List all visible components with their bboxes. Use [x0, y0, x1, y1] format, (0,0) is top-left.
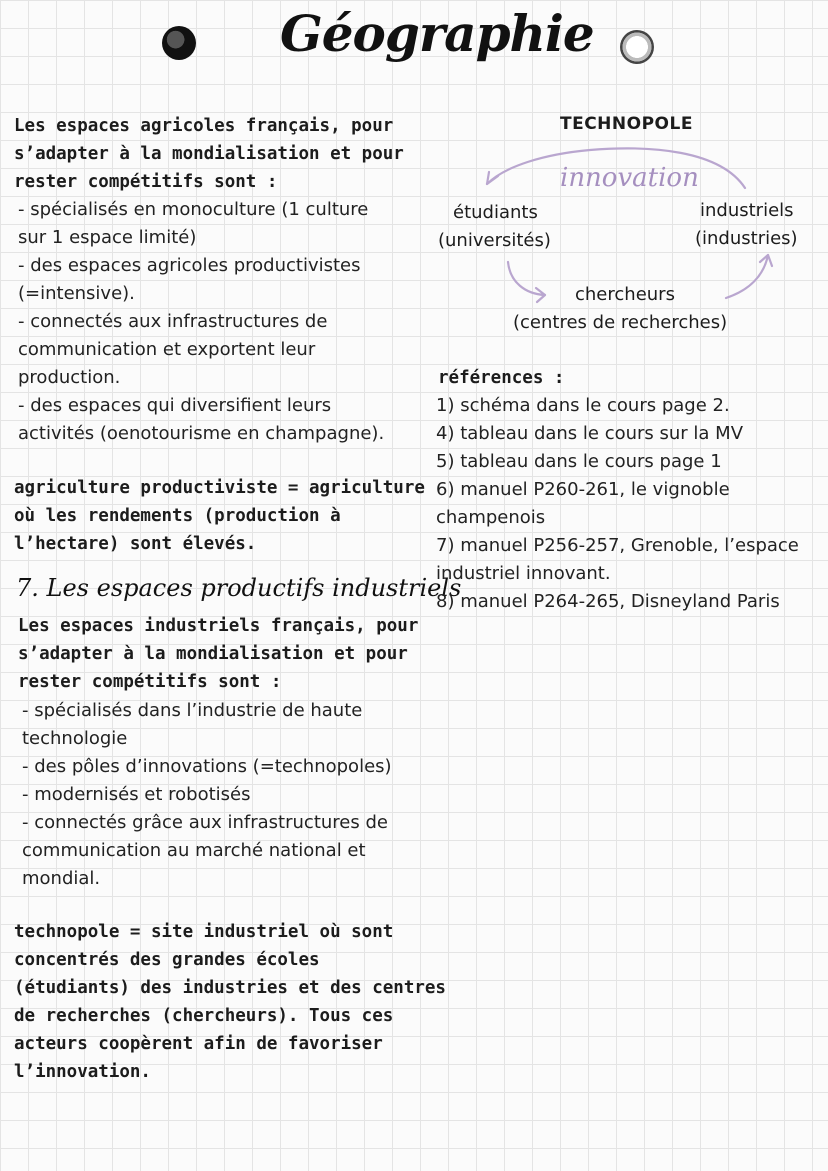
text-line: s’adapter à la mondialisation et pour [14, 144, 404, 164]
text-line: s’adapter à la mondialisation et pour [18, 644, 408, 664]
researchers-label: chercheurs [575, 284, 675, 305]
list-line: activités (oenotourisme en champagne). [18, 423, 385, 444]
list-line: - des espaces agricoles productivistes [18, 255, 361, 276]
references-list [436, 392, 799, 616]
page-title: Géographie [280, 4, 594, 63]
text-line: Les espaces industriels français, pour [18, 616, 419, 636]
reference-item: 8) manuel P264-265, Disneyland Paris [436, 591, 780, 612]
text-line: références : [438, 368, 565, 388]
reference-item: 7) manuel P256-257, Grenoble, l’espace [436, 535, 799, 556]
list-line: - connectés aux infrastructures de [18, 311, 328, 332]
students-sublabel: (universités) [438, 230, 551, 251]
list-line: communication au marché national et [22, 840, 366, 861]
text-line: rester compétitifs sont : [18, 672, 282, 692]
text-line: concentrés des grandes écoles [14, 950, 320, 970]
list-line: - connectés grâce aux infrastructures de [22, 812, 388, 833]
text-line: agriculture productiviste = agriculture [14, 478, 425, 498]
text-line: où les rendements (production à [14, 506, 341, 526]
list-line: - modernisés et robotisés [22, 784, 251, 805]
references-heading [438, 364, 564, 392]
section-heading: 7. Les espaces productifs industriels [16, 574, 462, 602]
list-line: production. [18, 367, 121, 388]
text-line: technopole = site industriel où sont [14, 922, 394, 942]
list-line: (=intensive). [18, 283, 135, 304]
list-line: sur 1 espace limité) [18, 227, 197, 248]
reference-item: industriel innovant. [436, 563, 611, 584]
text-line: rester compétitifs sont : [14, 172, 278, 192]
reference-item: champenois [436, 507, 546, 528]
researchers-sublabel: (centres de recherches) [513, 312, 728, 333]
list-line: mondial. [22, 868, 101, 889]
list-line: - spécialisés en monoculture (1 culture [18, 199, 369, 220]
list-line: - des pôles d’innovations (=technopoles) [22, 756, 392, 777]
reference-item: 5) tableau dans le cours page 1 [436, 451, 722, 472]
text-line: Les espaces agricoles français, pour [14, 116, 394, 136]
industries-sublabel: (industries) [695, 228, 798, 249]
list-line: technologie [22, 728, 128, 749]
text-line: l’innovation. [14, 1062, 151, 1082]
diagram-title: TECHNOPOLE [560, 114, 693, 134]
text-line: l’hectare) sont élevés. [14, 534, 257, 554]
students-label: étudiants [453, 202, 538, 223]
list-line: - des espaces qui diversifient leurs [18, 395, 332, 416]
list-line: - spécialisés dans l’industrie de haute [22, 700, 363, 721]
text-line: de recherches (chercheurs). Tous ces [14, 1006, 394, 1026]
list-line: communication et exportent leur [18, 339, 316, 360]
text-line: (étudiants) des industries et des centres [14, 978, 446, 998]
industries-label: industriels [700, 200, 794, 221]
reference-item: 6) manuel P260-261, le vignoble [436, 479, 730, 500]
reference-item: 1) schéma dans le cours page 2. [436, 395, 730, 416]
text-line: acteurs coopèrent afin de favoriser [14, 1034, 383, 1054]
diagram-center-label: innovation [560, 163, 699, 193]
reference-item: 4) tableau dans le cours sur la MV [436, 423, 744, 444]
